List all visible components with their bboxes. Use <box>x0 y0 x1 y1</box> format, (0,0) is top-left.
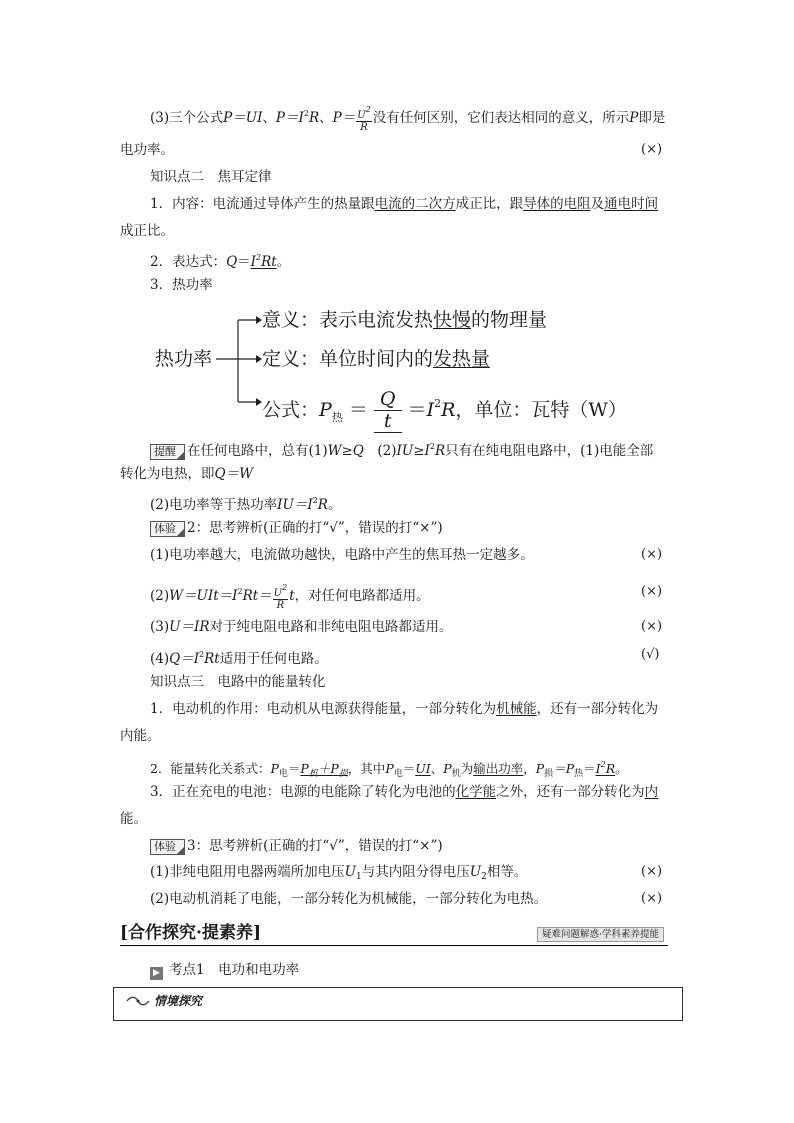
kp2-content1 <box>150 194 658 214</box>
text: 。 <box>615 761 628 776</box>
subscript: 损 <box>544 769 554 779</box>
text: 2．表达式： <box>150 254 227 270</box>
text: 定义：单位时间内的 <box>262 348 434 370</box>
scenario-ornament-icon <box>126 995 150 1007</box>
exp2-mark3: (×) <box>641 619 663 634</box>
text: ， <box>523 761 536 776</box>
diagram-branch-definition <box>262 346 490 372</box>
text: 相等。 <box>486 864 528 880</box>
formula: P <box>270 761 279 776</box>
formula: R <box>308 110 320 126</box>
text: ＝ <box>583 761 596 776</box>
text: 之外，还有一部分转化为 <box>496 784 645 800</box>
denominator: t <box>374 411 402 433</box>
exp3-mark2: (×) <box>641 891 663 906</box>
formula: Q <box>226 254 238 270</box>
exp3-item2: (2)电动机消耗了电能，一部分转化为机械能，一部分转化为电热。 <box>150 891 548 907</box>
kp3-content1 <box>150 699 658 719</box>
denominator: R <box>360 122 368 133</box>
superscript: 2 <box>434 397 442 410</box>
text: 只有在纯电阻电路中，(1)电能全部 <box>445 443 654 459</box>
kp3-content1-line2: 内能。 <box>120 728 161 744</box>
text: (2)电功率等于热功率 <box>150 497 278 513</box>
text: 适用于任何电路。 <box>219 651 328 667</box>
exp2-item3 <box>150 617 453 637</box>
superscript: 2 <box>429 442 435 451</box>
formula: W＝UIt＝I <box>169 588 238 604</box>
kp3-content3 <box>150 782 658 802</box>
exp2-mark4: (√) <box>641 647 660 662</box>
kp2-content2 <box>150 248 290 272</box>
text: 2：思考辨析(正确的打“√”，错误的打“×”) <box>187 520 443 536</box>
text: ，对任何电路都适用。 <box>294 588 430 604</box>
blank-answer: 发热量 <box>433 348 491 370</box>
text: 公式： <box>262 399 320 421</box>
text: 为 <box>460 761 474 776</box>
text: 3：思考辨析(正确的打“√”，错误的打“×”) <box>187 838 443 854</box>
text: 即是 <box>638 110 666 126</box>
formula: U <box>344 864 357 880</box>
formula: R <box>605 761 616 776</box>
formula: Rt <box>261 254 277 270</box>
diagram-root: 热功率 <box>155 348 213 370</box>
text: (2) <box>150 588 170 604</box>
fraction <box>273 582 289 611</box>
text: 在任何电路中，总有(1) <box>187 443 328 459</box>
subscript: 热 <box>574 769 584 779</box>
blank-answer <box>300 761 348 779</box>
fraction <box>356 104 372 133</box>
scenario-box <box>113 987 683 1021</box>
formula: ＋P <box>317 761 339 776</box>
section-subtitle: 疑难问题解惑·学科素养提能 <box>537 927 664 942</box>
blank-answer: 导体的电阻 <box>523 196 591 212</box>
text: ＝ <box>348 399 368 421</box>
superscript: 2 <box>237 587 243 596</box>
formula: P＝UI <box>223 110 263 126</box>
text: 1．内容：电流通过导体产生的热量跟 <box>150 196 375 212</box>
kaodian-label: 考点1 电功和电功率 <box>169 962 300 978</box>
kp2-content3: 3．热功率 <box>150 277 213 293</box>
subscript: 损 <box>338 769 348 779</box>
kp3-content3-line2: 能。 <box>120 811 147 827</box>
text: 。 <box>327 497 342 513</box>
blank-answer: 电流的二次方 <box>374 196 456 212</box>
formula: Rt＝ <box>242 588 272 604</box>
superscript: 2 <box>256 253 262 262</box>
kaodian-heading <box>150 960 299 980</box>
text: 2．能量转化关系式： <box>150 761 271 776</box>
formula: R <box>434 443 446 459</box>
kp3-title: 知识点三 电路中的能量转化 <box>150 674 326 690</box>
formula: I <box>595 761 601 776</box>
formula: I <box>250 254 257 270</box>
numerator <box>356 104 372 122</box>
text: 转化为电热，即 <box>120 466 215 482</box>
text: 1．电动机的作用：电动机从电源获得能量，一部分转化为 <box>150 701 497 717</box>
blank-answer: UI <box>415 761 431 776</box>
blank-answer: 快慢 <box>433 309 472 331</box>
text: ，单位：瓦特（W） <box>455 399 627 421</box>
formula: W≥Q <box>327 443 364 459</box>
text: (3) <box>150 619 170 635</box>
blank-answer <box>596 761 615 776</box>
kp2-content1-line2: 成正比。 <box>120 223 174 239</box>
play-triangle-icon: ▶ <box>150 967 163 980</box>
superscript: 2 <box>303 109 309 118</box>
diagram-branch-meaning <box>262 307 547 333</box>
formula: U＝IR <box>169 619 210 635</box>
text: ＝ <box>287 761 301 776</box>
superscript: 2 <box>282 583 288 592</box>
formula: ＝P <box>553 761 575 776</box>
text: ＝ <box>237 254 251 270</box>
formula: IU＝I <box>277 497 313 513</box>
subscript: 机 <box>308 769 318 779</box>
text: 意义：表示电流发热 <box>262 309 434 331</box>
formula: P <box>385 761 394 776</box>
item3-line1 <box>150 104 665 133</box>
exp2-mark2: (×) <box>641 584 663 599</box>
superscript: 2 <box>312 496 318 505</box>
exp2-item4 <box>150 645 328 669</box>
subscript: 电 <box>393 769 403 779</box>
text: 没有任何区别，它们表达相同的意义，所示 <box>372 110 630 126</box>
blank-answer: 内 <box>644 784 659 800</box>
formula: Rt <box>204 651 220 667</box>
formula: Q＝W <box>214 466 253 482</box>
text: 三个公式 <box>169 110 224 126</box>
formula: P＝ <box>332 110 356 126</box>
diagram-branch-formula <box>262 389 627 433</box>
sep: 、 <box>262 110 276 126</box>
num-text: U <box>273 588 283 599</box>
formula: P <box>319 399 332 421</box>
formula: P <box>535 761 545 776</box>
text: (1)非纯电阻用电器两端所加电压 <box>150 864 345 880</box>
subscript: 机 <box>451 769 461 779</box>
item-number: (3) <box>150 110 170 126</box>
exp3-mark1: (×) <box>641 864 663 879</box>
exp2-item2 <box>150 582 430 611</box>
text: (4) <box>150 651 170 667</box>
denominator: R <box>276 600 285 611</box>
text: ，其中 <box>347 761 386 776</box>
tip-line3 <box>150 491 341 515</box>
text: 与其内阻分得电压 <box>361 864 470 880</box>
text: 3．正在充电的电池：电源的电能除了转化为电池的 <box>150 784 456 800</box>
num-text: U <box>357 110 366 121</box>
tip-line1 <box>150 437 653 461</box>
formula: P <box>300 761 309 776</box>
exp2-mark1: (×) <box>641 547 663 562</box>
text: ＝ <box>402 761 416 776</box>
fraction <box>374 389 402 433</box>
text: 的物理量 <box>471 309 548 331</box>
text: (2) <box>363 443 397 459</box>
text: ＝ <box>407 399 427 421</box>
exp2-title <box>150 518 443 538</box>
blank-answer: 机械能 <box>496 701 537 717</box>
blank-answer <box>251 254 277 270</box>
tip-line2 <box>120 464 253 484</box>
tip-tag: 提醒 <box>150 444 185 460</box>
exp2-tag: 体验 <box>150 521 185 537</box>
text: ，还有一部分转化为 <box>536 701 659 717</box>
sep: 、 <box>319 110 333 126</box>
kp2-title: 知识点二 焦耳定律 <box>150 169 272 185</box>
formula: P <box>443 761 452 776</box>
item3-mark: (×) <box>641 142 663 157</box>
numerator <box>273 582 289 600</box>
exp3-tag: 体验 <box>150 839 185 855</box>
text: 成正比，跟 <box>455 196 524 212</box>
blank-answer: 化学能 <box>455 784 497 800</box>
item3-line2: 电功率。 <box>120 142 174 158</box>
exp2-item1: (1)电功率越大，电流做功越快，电路中产生的焦耳热一定越多。 <box>150 547 534 563</box>
kp3-content2 <box>150 755 628 784</box>
blank-answer: 输出功率 <box>473 761 524 776</box>
subscript: 热 <box>331 411 343 424</box>
text: 及 <box>590 196 605 212</box>
blank-answer: 通电时间 <box>604 196 659 212</box>
section-title: [合作探究·提素养] <box>120 923 262 943</box>
formula: P <box>629 110 639 126</box>
numerator: Q <box>374 389 402 411</box>
formula: Q＝I <box>169 651 200 667</box>
superscript: 2 <box>600 760 606 769</box>
formula: I <box>426 399 435 421</box>
subscript: 电 <box>278 769 288 779</box>
text: 、 <box>430 761 444 776</box>
formula: P＝I <box>275 110 304 126</box>
formula: R <box>441 399 456 421</box>
section-header <box>120 921 668 946</box>
superscript: 2 <box>199 650 205 659</box>
superscript: 2 <box>365 105 371 114</box>
formula: t <box>289 588 295 604</box>
text: 对于纯电阻电路和非纯电阻电路都适用。 <box>209 619 453 635</box>
text: 。 <box>276 254 291 270</box>
exp3-title <box>150 836 443 856</box>
exp3-item1 <box>150 862 527 887</box>
scenario-label: 情境探究 <box>154 994 203 1008</box>
formula: R <box>317 497 328 513</box>
formula: IU≥I <box>396 443 430 459</box>
subscript: 1 <box>356 872 362 882</box>
subscript: 2 <box>481 872 487 882</box>
formula: U <box>469 864 482 880</box>
